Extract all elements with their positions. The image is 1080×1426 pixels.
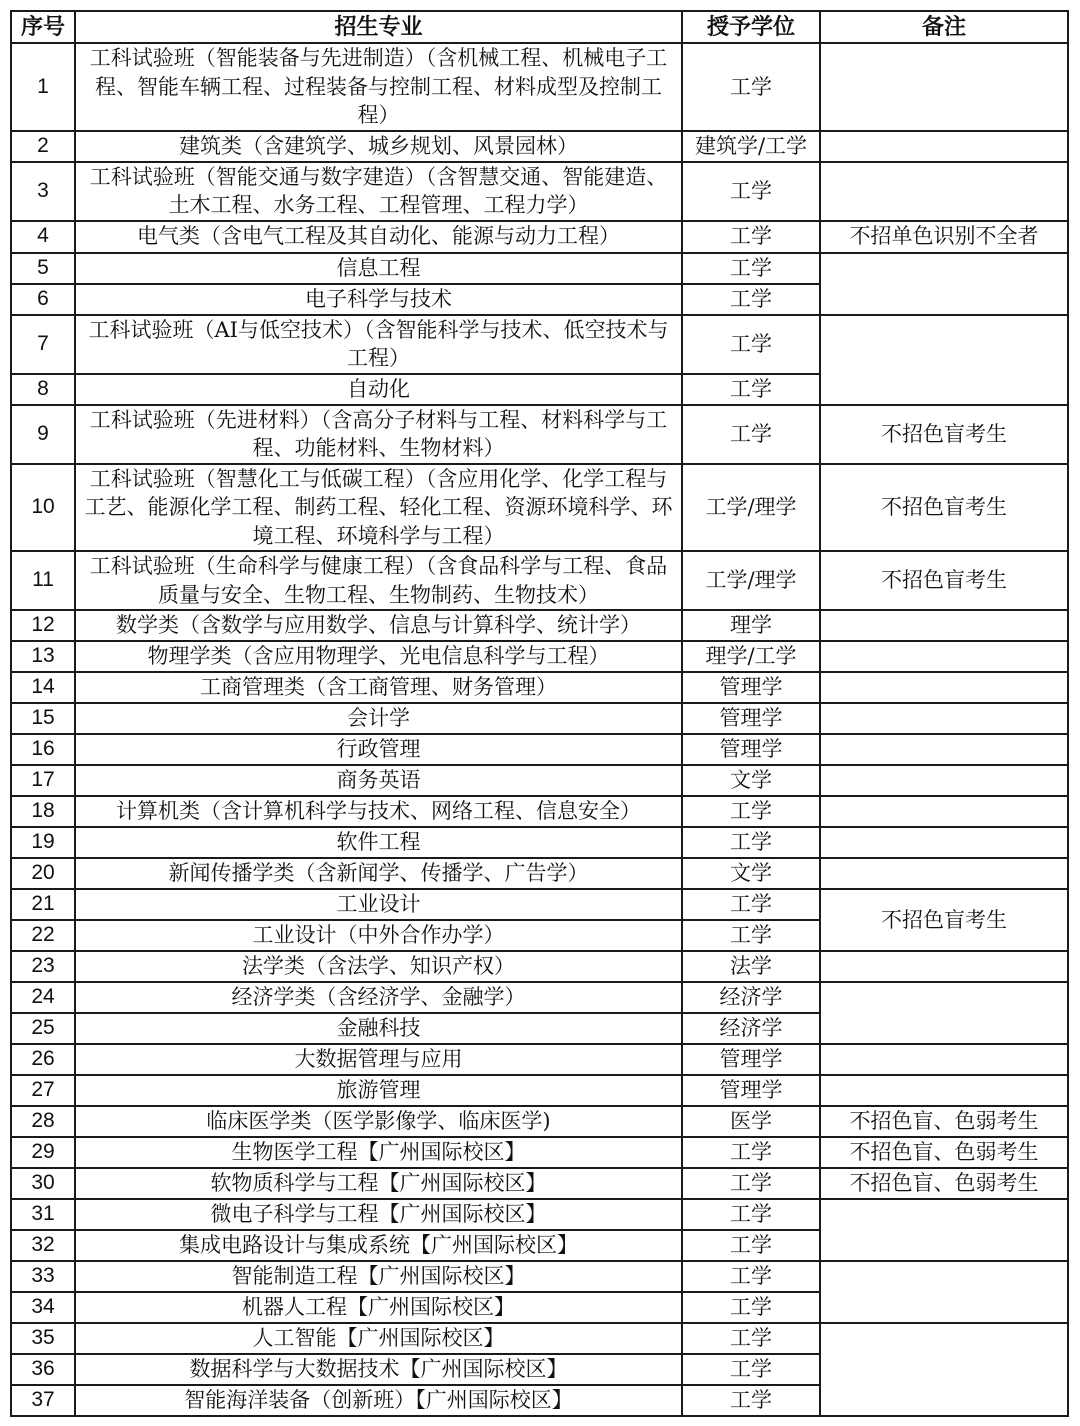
table-row bbox=[11, 1044, 1068, 1075]
header-degree: 授予学位 bbox=[682, 11, 820, 43]
row-number: 34 bbox=[11, 1292, 75, 1323]
table-header-row bbox=[11, 11, 1068, 43]
row-number: 3 bbox=[11, 162, 75, 221]
note-cell bbox=[820, 610, 1068, 641]
row-number: 19 bbox=[11, 827, 75, 858]
degree-value: 工学 bbox=[682, 1354, 820, 1385]
row-number: 31 bbox=[11, 1199, 75, 1230]
degree-value: 法学 bbox=[682, 951, 820, 982]
header-major: 招生专业 bbox=[75, 11, 682, 43]
major-name: 会计学 bbox=[75, 703, 682, 734]
major-name: 软件工程 bbox=[75, 827, 682, 858]
table-row bbox=[11, 641, 1068, 672]
row-number: 22 bbox=[11, 920, 75, 951]
degree-value: 工学 bbox=[682, 1168, 820, 1199]
degree-value: 理学 bbox=[682, 610, 820, 641]
table-row bbox=[11, 827, 1068, 858]
major-name: 工业设计 bbox=[75, 889, 682, 920]
note-cell bbox=[820, 162, 1068, 221]
note-cell bbox=[820, 315, 1068, 405]
note-cell: 不招色盲考生 bbox=[820, 405, 1068, 464]
row-number: 23 bbox=[11, 951, 75, 982]
major-name: 大数据管理与应用 bbox=[75, 1044, 682, 1075]
row-number: 7 bbox=[11, 315, 75, 374]
table-row bbox=[11, 765, 1068, 796]
header-note: 备注 bbox=[820, 11, 1068, 43]
degree-value: 经济学 bbox=[682, 982, 820, 1013]
degree-value: 工学 bbox=[682, 284, 820, 315]
note-cell bbox=[820, 951, 1068, 982]
major-name: 自动化 bbox=[75, 374, 682, 405]
degree-value: 建筑学/工学 bbox=[682, 131, 820, 162]
degree-value: 工学 bbox=[682, 315, 820, 374]
major-name: 数据科学与大数据技术【广州国际校区】 bbox=[75, 1354, 682, 1385]
degree-value: 工学 bbox=[682, 405, 820, 464]
note-cell bbox=[820, 1261, 1068, 1323]
row-number: 20 bbox=[11, 858, 75, 889]
degree-value: 工学 bbox=[682, 796, 820, 827]
major-name: 工科试验班（智慧化工与低碳工程）（含应用化学、化学工程与工艺、能源化学工程、制药工程、轻化工程、资源环境科学、环境工程、环境科学与工程） bbox=[75, 464, 682, 552]
table-row bbox=[11, 315, 1068, 374]
row-number: 12 bbox=[11, 610, 75, 641]
header-no: 序号 bbox=[11, 11, 75, 43]
row-number: 25 bbox=[11, 1013, 75, 1044]
note-cell bbox=[820, 672, 1068, 703]
major-name: 人工智能【广州国际校区】 bbox=[75, 1323, 682, 1354]
major-name: 行政管理 bbox=[75, 734, 682, 765]
row-number: 29 bbox=[11, 1137, 75, 1168]
major-name: 机器人工程【广州国际校区】 bbox=[75, 1292, 682, 1323]
row-number: 17 bbox=[11, 765, 75, 796]
major-name: 新闻传播学类（含新闻学、传播学、广告学） bbox=[75, 858, 682, 889]
table-row bbox=[11, 551, 1068, 610]
major-name: 软物质科学与工程【广州国际校区】 bbox=[75, 1168, 682, 1199]
row-number: 37 bbox=[11, 1385, 75, 1416]
note-cell bbox=[820, 734, 1068, 765]
degree-value: 工学 bbox=[682, 1323, 820, 1354]
table-row bbox=[11, 858, 1068, 889]
table-row bbox=[11, 889, 1068, 920]
table-row bbox=[11, 1106, 1068, 1137]
major-name: 电气类（含电气工程及其自动化、能源与动力工程） bbox=[75, 221, 682, 253]
note-cell: 不招色盲考生 bbox=[820, 464, 1068, 552]
admission-table bbox=[10, 10, 1069, 1417]
degree-value: 医学 bbox=[682, 1106, 820, 1137]
note-cell bbox=[820, 796, 1068, 827]
note-cell bbox=[820, 1199, 1068, 1261]
degree-value: 工学 bbox=[682, 221, 820, 253]
major-name: 临床医学类（医学影像学、临床医学) bbox=[75, 1106, 682, 1137]
note-cell: 不招色盲、色弱考生 bbox=[820, 1168, 1068, 1199]
note-cell: 不招色盲、色弱考生 bbox=[820, 1137, 1068, 1168]
degree-value: 工学 bbox=[682, 162, 820, 221]
note-cell bbox=[820, 858, 1068, 889]
note-cell: 不招色盲考生 bbox=[820, 551, 1068, 610]
row-number: 8 bbox=[11, 374, 75, 405]
degree-value: 工学 bbox=[682, 1385, 820, 1416]
row-number: 14 bbox=[11, 672, 75, 703]
major-name: 信息工程 bbox=[75, 253, 682, 284]
table-row bbox=[11, 1075, 1068, 1106]
note-cell bbox=[820, 703, 1068, 734]
degree-value: 工学 bbox=[682, 1292, 820, 1323]
table-row bbox=[11, 253, 1068, 284]
degree-value: 管理学 bbox=[682, 734, 820, 765]
degree-value: 工学 bbox=[682, 1137, 820, 1168]
degree-value: 文学 bbox=[682, 858, 820, 889]
major-name: 物理学类（含应用物理学、光电信息科学与工程） bbox=[75, 641, 682, 672]
degree-value: 管理学 bbox=[682, 672, 820, 703]
table-row bbox=[11, 796, 1068, 827]
row-number: 33 bbox=[11, 1261, 75, 1292]
degree-value: 工学 bbox=[682, 43, 820, 131]
note-cell bbox=[820, 253, 1068, 315]
table-row bbox=[11, 131, 1068, 162]
row-number: 1 bbox=[11, 43, 75, 131]
degree-value: 工学 bbox=[682, 1230, 820, 1261]
major-name: 工科试验班（智能装备与先进制造）（含机械工程、机械电子工程、智能车辆工程、过程装备与控制工程、材料成型及控制工程） bbox=[75, 43, 682, 131]
major-name: 金融科技 bbox=[75, 1013, 682, 1044]
row-number: 32 bbox=[11, 1230, 75, 1261]
degree-value: 工学/理学 bbox=[682, 464, 820, 552]
note-cell: 不招单色识别不全者 bbox=[820, 221, 1068, 253]
degree-value: 工学 bbox=[682, 889, 820, 920]
degree-value: 工学 bbox=[682, 827, 820, 858]
table-row bbox=[11, 221, 1068, 253]
major-name: 智能海洋装备（创新班）【广州国际校区】 bbox=[75, 1385, 682, 1416]
row-number: 13 bbox=[11, 641, 75, 672]
table-row bbox=[11, 1199, 1068, 1230]
major-name: 工科试验班（先进材料）（含高分子材料与工程、材料科学与工程、功能材料、生物材料） bbox=[75, 405, 682, 464]
major-name: 微电子科学与工程【广州国际校区】 bbox=[75, 1199, 682, 1230]
major-name: 计算机类（含计算机科学与技术、网络工程、信息安全） bbox=[75, 796, 682, 827]
major-name: 工科试验班（AI与低空技术）（含智能科学与技术、低空技术与工程） bbox=[75, 315, 682, 374]
major-name: 工业设计（中外合作办学） bbox=[75, 920, 682, 951]
degree-value: 管理学 bbox=[682, 703, 820, 734]
row-number: 36 bbox=[11, 1354, 75, 1385]
major-name: 数学类（含数学与应用数学、信息与计算科学、统计学） bbox=[75, 610, 682, 641]
row-number: 26 bbox=[11, 1044, 75, 1075]
major-name: 生物医学工程【广州国际校区】 bbox=[75, 1137, 682, 1168]
row-number: 6 bbox=[11, 284, 75, 315]
note-cell: 不招色盲考生 bbox=[820, 889, 1068, 951]
table-row bbox=[11, 610, 1068, 641]
note-cell: 不招色盲、色弱考生 bbox=[820, 1106, 1068, 1137]
table-row bbox=[11, 1168, 1068, 1199]
major-name: 法学类（含法学、知识产权） bbox=[75, 951, 682, 982]
major-name: 工商管理类（含工商管理、财务管理） bbox=[75, 672, 682, 703]
note-cell bbox=[820, 1044, 1068, 1075]
table-row bbox=[11, 672, 1068, 703]
row-number: 10 bbox=[11, 464, 75, 552]
table-row bbox=[11, 162, 1068, 221]
row-number: 15 bbox=[11, 703, 75, 734]
major-name: 建筑类（含建筑学、城乡规划、风景园林） bbox=[75, 131, 682, 162]
major-name: 智能制造工程【广州国际校区】 bbox=[75, 1261, 682, 1292]
row-number: 35 bbox=[11, 1323, 75, 1354]
degree-value: 工学 bbox=[682, 920, 820, 951]
table-row bbox=[11, 1261, 1068, 1292]
degree-value: 管理学 bbox=[682, 1044, 820, 1075]
major-name: 工科试验班（智能交通与数字建造）（含智慧交通、智能建造、土木工程、水务工程、工程管理、工程力学） bbox=[75, 162, 682, 221]
row-number: 18 bbox=[11, 796, 75, 827]
degree-value: 经济学 bbox=[682, 1013, 820, 1044]
note-cell bbox=[820, 765, 1068, 796]
major-name: 旅游管理 bbox=[75, 1075, 682, 1106]
degree-value: 工学 bbox=[682, 1199, 820, 1230]
note-cell bbox=[820, 641, 1068, 672]
table-row bbox=[11, 734, 1068, 765]
table-row bbox=[11, 703, 1068, 734]
row-number: 27 bbox=[11, 1075, 75, 1106]
major-name: 商务英语 bbox=[75, 765, 682, 796]
table-row bbox=[11, 43, 1068, 131]
degree-value: 工学 bbox=[682, 253, 820, 284]
row-number: 16 bbox=[11, 734, 75, 765]
table-row bbox=[11, 982, 1068, 1013]
degree-value: 文学 bbox=[682, 765, 820, 796]
degree-value: 工学 bbox=[682, 1261, 820, 1292]
row-number: 5 bbox=[11, 253, 75, 284]
major-name: 集成电路设计与集成系统【广州国际校区】 bbox=[75, 1230, 682, 1261]
degree-value: 工学 bbox=[682, 374, 820, 405]
row-number: 2 bbox=[11, 131, 75, 162]
row-number: 4 bbox=[11, 221, 75, 253]
note-cell bbox=[820, 1323, 1068, 1416]
note-cell bbox=[820, 131, 1068, 162]
note-cell bbox=[820, 1075, 1068, 1106]
degree-value: 管理学 bbox=[682, 1075, 820, 1106]
row-number: 28 bbox=[11, 1106, 75, 1137]
table-row bbox=[11, 1137, 1068, 1168]
note-cell bbox=[820, 982, 1068, 1044]
major-name: 工科试验班（生命科学与健康工程）（含食品科学与工程、食品质量与安全、生物工程、生物制药、生物技术） bbox=[75, 551, 682, 610]
major-name: 经济学类（含经济学、金融学） bbox=[75, 982, 682, 1013]
row-number: 11 bbox=[11, 551, 75, 610]
table-row bbox=[11, 1323, 1068, 1354]
note-cell bbox=[820, 43, 1068, 131]
degree-value: 工学/理学 bbox=[682, 551, 820, 610]
row-number: 9 bbox=[11, 405, 75, 464]
table-row bbox=[11, 405, 1068, 464]
table-row bbox=[11, 464, 1068, 552]
table-row bbox=[11, 951, 1068, 982]
degree-value: 理学/工学 bbox=[682, 641, 820, 672]
row-number: 21 bbox=[11, 889, 75, 920]
major-name: 电子科学与技术 bbox=[75, 284, 682, 315]
row-number: 30 bbox=[11, 1168, 75, 1199]
note-cell bbox=[820, 827, 1068, 858]
row-number: 24 bbox=[11, 982, 75, 1013]
